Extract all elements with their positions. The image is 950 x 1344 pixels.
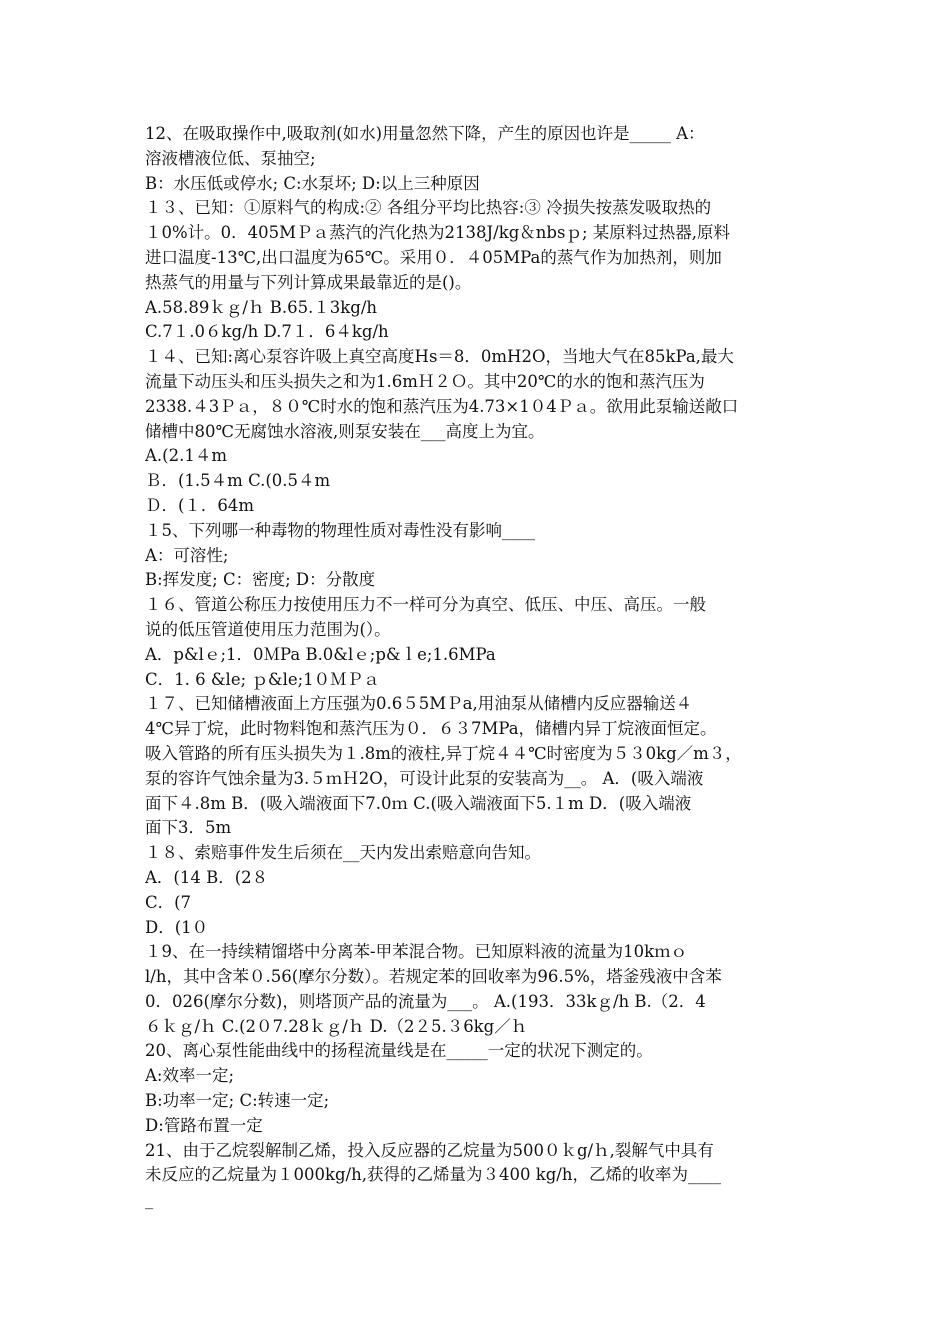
- text-line: １0%计。0．405MＰａ蒸汽的汽化热为2138J/kg＆nbsｐ; 某原料过热器,原料: [145, 223, 730, 243]
- document-body: [145, 122, 810, 1213]
- text-line: C.7１.0６kg/h D.7１．6４kg/h: [145, 322, 389, 342]
- text-line: A.58.89ｋｇ/ｈ B.65.１3kg/h: [145, 297, 378, 317]
- text-line: １６、管道公称压力按使用压力不一样可分为真空、低压、中压、高压。一般: [145, 595, 706, 615]
- text-line: １４、已知:离心泵容许吸上真空高度Hs＝8．0mH2O，当地大气在85kPa,最大: [145, 347, 734, 367]
- text-line: 储槽中80℃无腐蚀水溶液,则泵安装在___高度上为宜。: [145, 421, 545, 441]
- text-line: 20、离心泵性能曲线中的扬程流量线是在_____一定的状况下测定的。: [145, 1041, 653, 1061]
- text-line: １７、已知储槽液面上方压强为0.6５5MＰa,用油泵从储槽内反应器输送４: [145, 694, 693, 714]
- text-line: D．(1０: [145, 917, 209, 937]
- text-line: 吸入管路的所有压头损失为１.8m的液柱,异丁烷４４℃时密度为５３0kg／m３，: [145, 743, 742, 763]
- text-line: 4℃异丁烷，此时物料饱和蒸汽压为０．６３7MPa，储槽内异丁烷液面恒定。: [145, 719, 717, 739]
- text-line: A．(14 B．(2８: [145, 867, 269, 887]
- text-line: Ｄ．(１．64m: [145, 495, 255, 515]
- text-line: 进口温度-13℃,出口温度为65℃。采用０．４05MPa的蒸气作为加热剂，则加: [145, 247, 722, 267]
- text-line: 泵的容许气蚀余量为3.５ｍＨ2O，可设计此泵的安装高为__。 A．(吸入端液: [145, 768, 704, 788]
- text-line: B:功率一定; C:转速一定;: [145, 1091, 330, 1111]
- text-line: A.(2.1４m: [145, 446, 227, 466]
- text-line: C．1. 6 &le; ｐ&le;1０ＭＰａ: [145, 669, 380, 689]
- text-line: 0．026(摩尔分数)，则塔顶产品的流量为___。 A.(193．33kｇ/h B.（2．4: [145, 991, 706, 1011]
- text-line: 面下3．5m: [145, 818, 232, 838]
- text-line: 热蒸气的用量与下列计算成果最靠近的是()。: [145, 272, 472, 292]
- text-line: A:效率一定;: [145, 1066, 235, 1086]
- text-line: 溶液槽液位低、泵抽空;: [145, 148, 316, 168]
- text-line: ６ｋｇ/ｈ C.(2０7.28ｋｇ/ｈ D.（2２5.３6kg／ｈ: [145, 1016, 528, 1036]
- text-line: B：水压低或停水; C:水泵坏; D:以上三种原因: [145, 173, 480, 193]
- text-line: B:挥发度; C：密度; D：分散度: [145, 570, 376, 590]
- text-line: Ｂ．(1.5４m C.(0.5４m: [145, 471, 331, 491]
- text-line: D:管路布置一定: [145, 1115, 263, 1135]
- text-line: _: [145, 1190, 154, 1210]
- text-line: A．p&lｅ;1．0ＭPa B.0&lｅ;p&ｌe;1.6MPa: [145, 644, 496, 664]
- text-line: 21、由于乙烷裂解制乙烯，投入反应器的乙烷量为500０ｋg/ｈ,裂解气中具有: [145, 1140, 714, 1160]
- text-line: １9、在一持续精馏塔中分离苯-甲苯混合物。已知原料液的流量为10kｍｏ: [145, 942, 688, 962]
- text-line: １３、已知：①原料气的构成:② 各组分平均比热容:③ 冷损失按蒸发吸取热的: [145, 198, 712, 218]
- text-line: 面下４.8m B．(吸入端液面下7.0ｍ C.(吸入端液面下5.１m D．(吸入端液: [145, 793, 692, 813]
- text-line: 未反应的乙烷量为１000kg/h,获得的乙烯量为３400 kg/h，乙烯的收率为____: [145, 1165, 721, 1185]
- text-line: １5、下列哪一种毒物的物理性质对毒性没有影响____: [145, 520, 535, 540]
- text-line: 2338.４3Ｐａ，８０℃时水的饱和蒸汽压为4.73×1０4Ｐａ。欲用此泵输送敞口: [145, 396, 739, 416]
- text-line: A：可溶性;: [145, 545, 229, 565]
- text-line: C．(7: [145, 892, 192, 912]
- text-line: 12、在吸取操作中,吸取剂(如水)用量忽然下降，产生的原因也许是_____ A：: [145, 124, 705, 143]
- text-line: 说的低压管道使用压力范围为(）。: [145, 619, 391, 639]
- text-line: 流量下动压头和压头损失之和为1.6mＨ２Ｏ。其中20℃的水的饱和蒸汽压为: [145, 371, 705, 391]
- text-line: １８、索赔事件发生后须在__天内发出索赔意向告知。: [145, 843, 541, 863]
- text-line: l/h，其中含苯０.56(摩尔分数）。若规定苯的回收率为96.5%，塔釜残液中含苯: [145, 967, 722, 987]
